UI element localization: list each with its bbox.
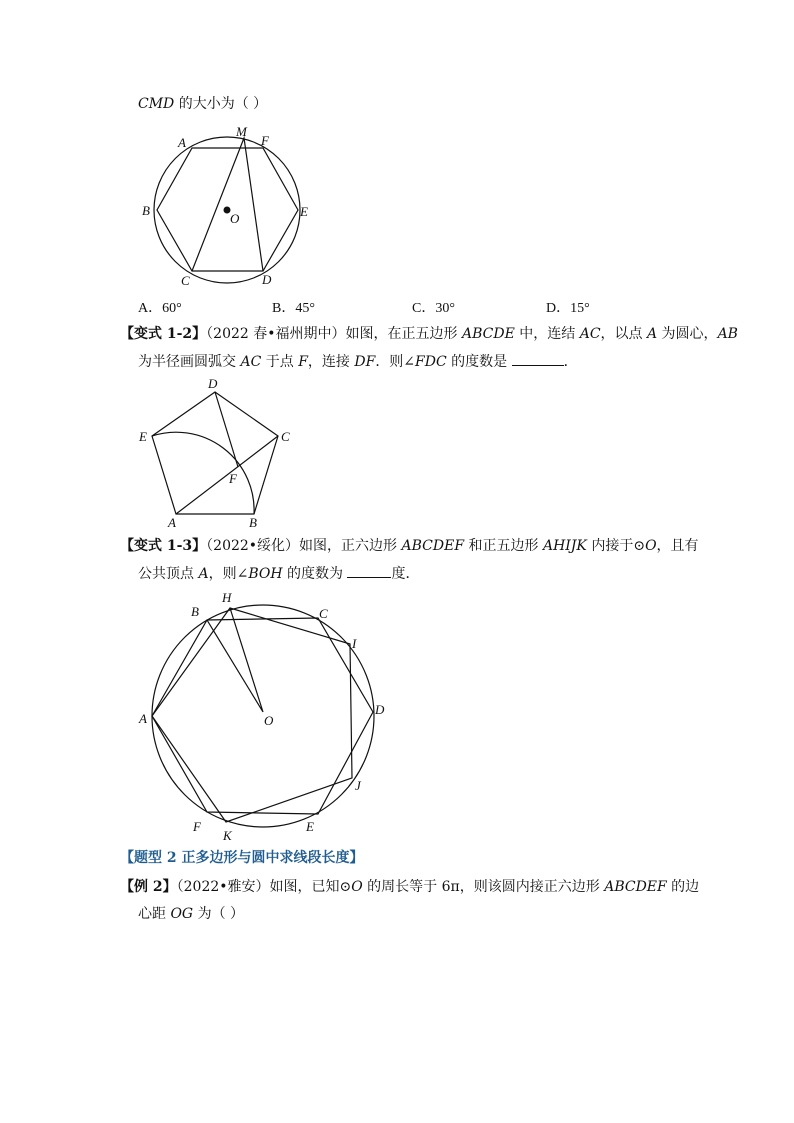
example2-text: 的边: [666, 879, 700, 895]
q1-option-c: C．30°: [412, 301, 455, 316]
fig3-label-i: I: [352, 636, 357, 651]
variant12-var: AC: [240, 354, 262, 370]
q1-stem-rest: 的大小为（ ）: [174, 96, 268, 112]
variant13-var: ABCDEF: [401, 538, 465, 554]
topic2-heading: 【题型 2 正多边形与圆中求线段长度】: [120, 850, 364, 866]
variant12-text: （2022 春•福州期中）如图，在正五边形: [206, 326, 462, 342]
variant12-var: FDC: [415, 354, 447, 370]
fig3-label-f: F: [193, 819, 201, 834]
example2-line1: [120, 877, 699, 897]
fig1-label-b: B: [142, 203, 150, 218]
fig3-label-b: B: [191, 604, 199, 619]
fig1-label-a: A: [178, 135, 186, 150]
variant12-text: 为半径画圆弧交: [138, 354, 241, 370]
variant12-text: ．则∠: [375, 354, 416, 370]
fig3-label-a: A: [139, 711, 147, 726]
variant12-var: ABCDE: [461, 326, 515, 342]
example2-var: OG: [170, 906, 194, 922]
fig1-label-o: O: [230, 211, 240, 226]
fig2-label-a: A: [168, 515, 176, 530]
example2-text: 心距: [138, 906, 171, 922]
variant13-tag: 【变式 1-3】: [120, 538, 207, 554]
fig1-label-e: E: [300, 204, 308, 219]
example2-text: 为（ ）: [193, 906, 245, 922]
variant12-text: 为圆心，: [657, 326, 718, 342]
fig3-label-e: E: [306, 819, 314, 834]
variant13-text: （2022•绥化）如图，正六边形: [206, 538, 402, 554]
q1-angle-name: CMD: [138, 96, 175, 112]
fig2-label-b: B: [249, 515, 257, 530]
q1-option-d: D．15°: [546, 301, 590, 316]
variant13-text: ，且有: [656, 538, 699, 554]
fig3-label-c: C: [319, 606, 328, 621]
variant13-text: 公共顶点: [138, 566, 199, 582]
fig3-label-h: H: [222, 590, 232, 605]
example2-var: O: [351, 879, 363, 895]
variant13-var: AHIJK: [542, 538, 587, 554]
fig2-label-e: E: [139, 429, 147, 444]
variant13-text: 度．: [391, 566, 420, 582]
variant12-text: ，连接: [307, 354, 355, 370]
variant12-text: ，以点: [600, 326, 647, 342]
variant12-var: A: [646, 326, 658, 342]
variant13-text: 的度数为: [282, 566, 348, 582]
fig1-label-m: M: [236, 124, 247, 139]
variant13-var: A: [198, 566, 209, 582]
fig3-circle: [152, 605, 374, 827]
variant12-text: ．: [563, 354, 578, 370]
fig3-hexagon: [152, 618, 373, 814]
example2-line2: [138, 904, 244, 924]
variant13-text: ，则∠: [208, 566, 249, 582]
example2-text: 的周长等于 6π，则该圆内接正六边形: [362, 879, 605, 895]
example2-tag: 【例 2】: [120, 879, 177, 895]
variant12-text: 中，连结: [514, 326, 580, 342]
variant12-var: AB: [717, 326, 738, 342]
variant12-tag: 【变式 1-2】: [120, 326, 207, 342]
fig3-angle-boh: [207, 608, 263, 712]
variant12-text: 于点: [261, 354, 299, 370]
variant12-var: F: [298, 354, 308, 370]
example2-var: ABCDEF: [604, 879, 667, 895]
fig3-label-j: J: [355, 778, 361, 793]
q1-option-a: A．60°: [138, 301, 182, 316]
fig2-label-f: F: [229, 471, 237, 486]
example2-text: （2022•雅安）如图，已知⊙: [176, 879, 352, 895]
fig2-label-d: D: [208, 376, 218, 391]
variant12-var: AC: [579, 326, 601, 342]
variant12-text: 的度数是: [446, 354, 512, 370]
fig1-label-d: D: [262, 272, 272, 287]
fig3-label-k: K: [223, 828, 232, 843]
fig3-label-o: O: [264, 713, 274, 728]
fig1-label-f: F: [261, 133, 269, 148]
variant13-var: BOH: [248, 566, 283, 582]
variant13-var: O: [645, 538, 657, 554]
variant13-text: 和正五边形: [464, 538, 543, 554]
q1-option-b: B．45°: [272, 301, 315, 316]
fig1-label-c: C: [181, 273, 190, 288]
fig2-label-c: C: [281, 429, 290, 444]
variant13-text: 内接于⊙: [586, 538, 646, 554]
variant12-var: DF: [354, 354, 376, 370]
fig3-label-d: D: [375, 702, 385, 717]
